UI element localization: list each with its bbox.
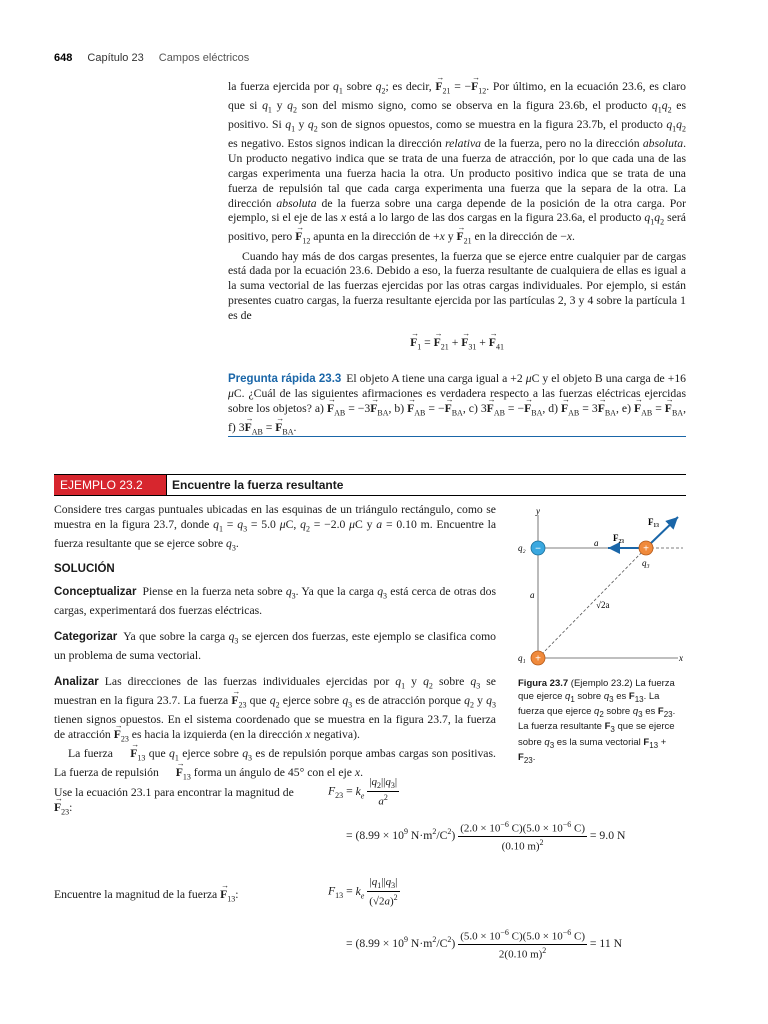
label-f23: F₂₃ xyxy=(613,533,624,543)
example-statement: Considere tres cargas puntuales ubicadas en las esquinas de un triángulo rectángulo, como se muestra en la figura 23.7, donde $q_1 = q_3 = 5.0$ μC, $q_2 = -2.0$ μC y a = 0.10 m. Encuentre la fuerza resultante que se ejerce sobre $q_3$. xyxy=(54,503,497,553)
categorize-label: Categorizar xyxy=(54,631,118,643)
analyze-label: Analizar xyxy=(54,676,99,688)
section-title: Campos eléctricos xyxy=(158,52,250,64)
x-axis-label: x xyxy=(679,653,683,663)
example-divider xyxy=(166,475,167,495)
resultant-force-equation: → $F_1$ = → $F_{21}$ + → $F_{31}$ + → $F_{41}$ xyxy=(228,336,686,355)
figure-23-7 xyxy=(508,505,688,670)
side-diagonal xyxy=(538,548,646,658)
result-f13: = 11 N xyxy=(589,936,623,950)
label-q3: q₃ xyxy=(642,558,650,568)
solution-heading: SOLUCIÓN xyxy=(54,563,115,575)
label-diagonal: √2a xyxy=(596,600,610,610)
equation-f23-symbolic: $F_{23} = k_e$ $\frac{|q_2||q_3|}{a^2}$ xyxy=(328,776,398,808)
label-q1: q₁ xyxy=(518,653,526,663)
charge-q1-sign: + xyxy=(535,653,541,665)
label-f13: F₁₃ xyxy=(648,517,659,527)
instruction-f13: Encuentre la magnitud de la fuerza → $F_{13}$: xyxy=(54,888,294,907)
example-badge: EJEMPLO 23.2 xyxy=(54,475,166,495)
page-number: 648 xyxy=(54,52,73,64)
quick-quiz: Pregunta rápida 23.3 El objeto A tiene una carga igual a +2 μC y el objeto B una carga de +16 μC. ¿Cuál de las siguientes afirmaciones es verdadera respecto a las fuerzas eléctricas ejercidas sobre los objetos? $a) \to F_{AB} = -3\to F_{BA}$, $b) \to F_{AB}$ = −→ $F_{BA}$, c) $3\to F_{AB}$ = −→ $F_{BA}$, $d) \to F_{AB} = 3\to F_{BA}$, $e) \to F_{AB}$ = → $F_{BA}$, f) $3\to F_{AB}$ = → $F_{BA}$. xyxy=(228,372,686,440)
figure-caption-title: Figura 23.7 xyxy=(518,678,569,689)
analyze-paragraph: Analizar Las direcciones de las fuerzas individuales ejercidas por $q_1$ y $q_2$ sobre $q_3$ se muestran en la figura 23.7. La fuerza → $F_{23}$ que $q_2$ ejerce sobre $q_3$ es de atracción porque $q_2$ y $q_3$ tienen signos opuestos. En el sistema coordenado que se muestra en la figura 23.7, la fuerza de atracción → $F_{23}$ es hacia la izquierda (en la dirección x negativa). La fuerza → $F_{13}$ que $q_1$ ejerce sobre $q_3$ es de repulsión porque ambas cargas son positivas. La fuerza de repulsión → $F_{13}$ forma un ángulo de 45° con el eje x. xyxy=(54,675,496,785)
quick-quiz-rule xyxy=(228,436,686,437)
page-header xyxy=(54,52,249,64)
equation-f13-symbolic: $F_{13} = k_e$ $\frac{|q_1||q_3|}{(√2a)^2}$ xyxy=(328,876,398,908)
label-a-top: a xyxy=(594,538,599,548)
example-title: Encuentre la fuerza resultante xyxy=(172,478,344,492)
instruction-f23: Use la ecuación 23.1 para encontrar la magnitud de → $F_{23}$: xyxy=(54,786,294,820)
y-axis-label: y xyxy=(536,506,540,516)
body-text: la fuerza ejercida por $q_1$ sobre $q_2$; es decir, → $F_{21}$ = −→ $F_{12}$. Por último, en la ecuación 23.6, es claro que si $q_1$ y $q_2$ son del mismo signo, como se observa en la figura 23.6b, el producto $q_1q_2$ es positivo. Si $q_1$ y $q_2$ son de signos opuestos, como se muestra en la figura 23.7b, el producto $q_1q_2$ es negativo. Estos signos indican la dirección relativa de la fuerza, pero no la dirección absoluta. Un producto negativo indica que se trata de una fuerza de atracción, por lo que cada una de las cargas experimenta una fuerza hacia la otra. Un producto positivo indica que se trata de una fuerza de repulsión tal que cada carga experimenta una fuerza que la separa de la otra. La dirección absoluta de la fuerza sobre una carga depende de la posición de la otra carga. Por ejemplo, si el eje de las x está a lo largo de las dos cargas en la figura 23.6a, el producto $q_1q_2$ será positivo, pero → $F_{12}$ apunta en la dirección de +x $y \to F_{21}$ en la dirección de −x. Cuando hay más de dos cargas presentes, la fuerza que se ejerce entre cualquier par de cargas está dada por la ecuación 23.6. Debido a eso, la fuerza resultante de cualquiera de ellas es igual a la suma vectorial de las fuerzas ejercidas por las otras cargas individuales. Por ejemplo, si están presentes cuatro cargas, la fuerza resultante ejercida por las partículas 2, 3 y 4 sobre la partícula 1 es de → $F_1$ = → $F_{21}$ + → $F_{31}$ + → $F_{41}$ xyxy=(228,80,686,355)
chapter-label: Capítulo 23 xyxy=(87,52,144,64)
categorize-paragraph: Categorizar Ya que sobre la carga $q_3$ se ejercen dos fuerzas, este ejemplo se clasifica como un problema de suma vectorial. xyxy=(54,630,496,663)
charge-q2-sign: − xyxy=(535,543,541,555)
equation-f13-numeric: = ($8.99 \times 10^9$ $N\cdot m^2/C^2$) $\frac{(5.0 \times 10^{-6} C)(5.0 \times 10^{-6} C)}{2(0.10 m)^2}$ = 11 N xyxy=(346,928,623,961)
quick-quiz-title: Pregunta rápida 23.3 xyxy=(228,373,342,385)
conceptualize-label: Conceptualizar xyxy=(54,586,137,598)
result-f23: = 9.0 N xyxy=(589,828,626,842)
label-a-left: a xyxy=(530,590,535,600)
equation-f23-numeric: = ($8.99 \times 10^9$ $N\cdot m^2/C^2$) $\frac{(2.0 \times 10^{-6} C)(5.0 \times 10^{-6} C)}{(0.10 m)^2}$ = 9.0 N xyxy=(346,820,626,853)
label-q2: q₂ xyxy=(518,543,526,553)
charge-q3-sign: + xyxy=(643,543,649,555)
figure-caption: Figura 23.7 (Ejemplo 23.2) La fuerza que ejerce $q_1$ sobre $q_3$ es $F_{13}$. La fuerza que ejerce $q_2$ sobre $q_3$ es $F_{23}$. La fuerza resultante $F_3$ que se ejerce sobre $q_3$ es la suma vectorial $F_{13} + F_{23}$. xyxy=(518,678,676,765)
conceptualize-paragraph: Conceptualizar Piense en la fuerza neta sobre $q_3$. Ya que la carga $q_3$ está cerca de otras dos cargas, experimentará dos fuerzas eléctricas. xyxy=(54,585,497,618)
example-bottom-rule xyxy=(54,495,686,496)
